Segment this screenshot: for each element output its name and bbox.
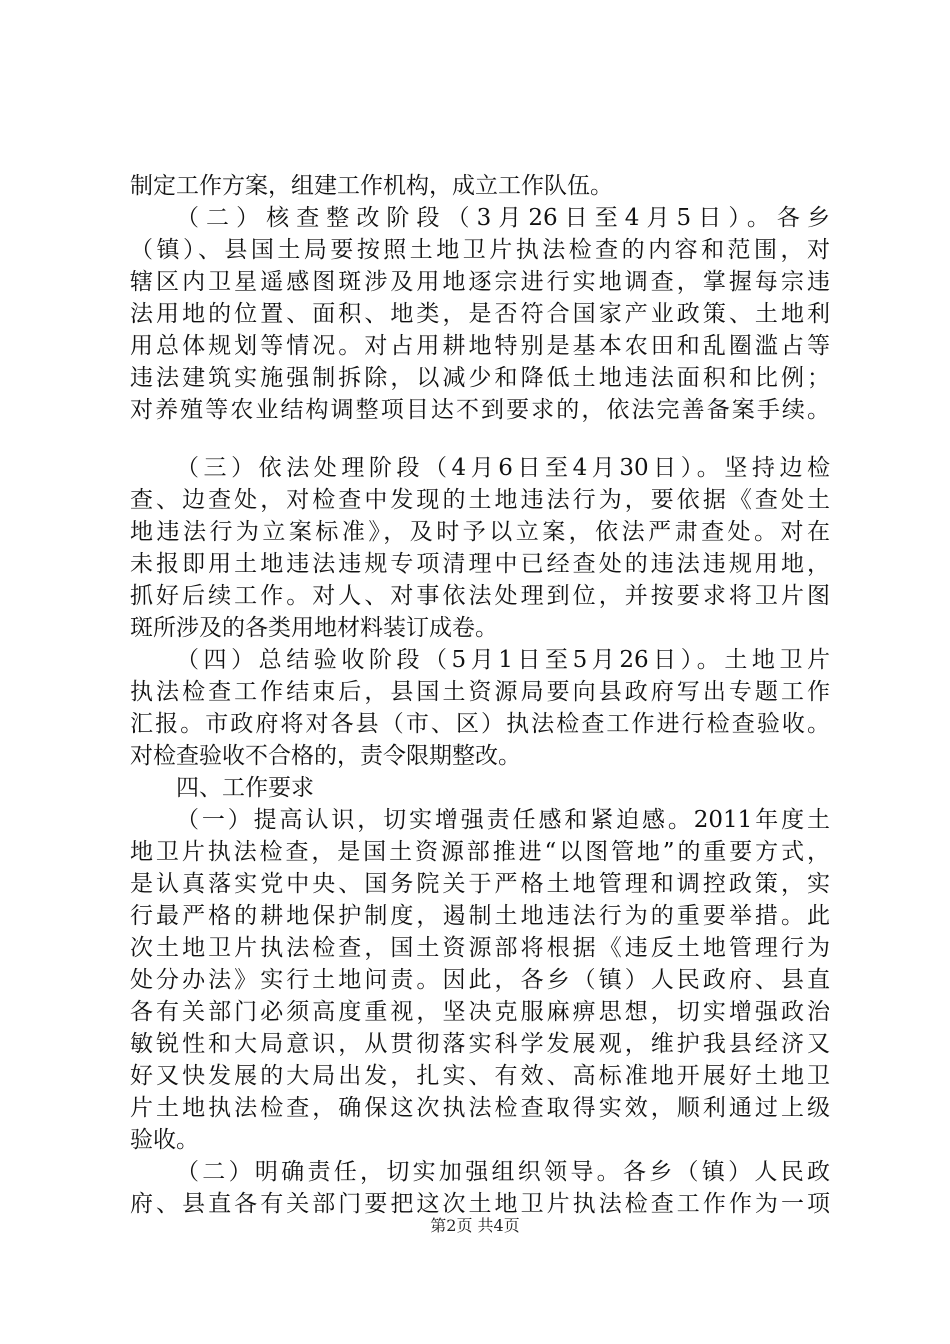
text-line: 违法建筑实施强制拆除，以减少和降低土地违法面积和比例； (130, 365, 830, 391)
text-line: 斑所涉及的各类用地材料装订成卷。 (130, 615, 498, 641)
text-line: 对养殖等农业结构调整项目达不到要求的，依法完善备案手续。 (130, 397, 830, 423)
text-line: 行最严格的耕地保护制度，遏制土地违法行为的重要举措。此 (130, 903, 830, 929)
text-line: （四）总结验收阶段（5月1日至5月26日）。土地卫片 (176, 647, 830, 673)
section-heading: 四、工作要求 (176, 775, 314, 801)
text-line: 验收。 (130, 1127, 199, 1153)
text-line: （镇）、县国土局要按照土地卫片执法检查的内容和范围，对 (130, 237, 830, 263)
text-line: （三）依法处理阶段（4月6日至4月30日）。坚持边检 (176, 455, 830, 481)
text-line: 敏锐性和大局意识，从贯彻落实科学发展观，维护我县经济又 (130, 1031, 830, 1057)
text-line: 汇报。市政府将对各县（市、区）执法检查工作进行检查验收。 (130, 711, 830, 737)
text-line: 处分办法》实行土地问责。因此，各乡（镇）人民政府、县直 (130, 967, 830, 993)
page-number-footer: 第2页 共4页 (430, 1216, 520, 1235)
text-line: 制定工作方案，组建工作机构，成立工作队伍。 (130, 173, 613, 199)
text-line: 未报即用土地违法违规专项清理中已经查处的违法违规用地， (130, 551, 830, 577)
text-line: 好又快发展的大局出发，扎实、有效、高标准地开展好土地卫 (130, 1063, 830, 1089)
text-line: 府、县直各有关部门要把这次土地卫片执法检查工作作为一项 (130, 1191, 830, 1217)
text-line: 是认真落实党中央、国务院关于严格土地管理和调控政策，实 (130, 871, 830, 897)
text-line: 查、边查处，对检查中发现的土地违法行为，要依据《查处土 (130, 487, 830, 513)
text-line: 各有关部门必须高度重视，坚决克服麻痹思想，切实增强政治 (130, 999, 830, 1025)
text-line: （一）提高认识，切实增强责任感和紧迫感。2011年度土 (176, 807, 830, 833)
text-line: （二）核查整改阶段（3月26日至4月5日）。各乡 (176, 205, 830, 231)
text-line: 地卫片执法检查，是国土资源部推进“以图管地”的重要方式， (130, 839, 830, 865)
text-line: 次土地卫片执法检查，国土资源部将根据《违反土地管理行为 (130, 935, 830, 961)
text-line: 片土地执法检查，确保这次执法检查取得实效，顺利通过上级 (130, 1095, 830, 1121)
text-line: 法用地的位置、面积、地类，是否符合国家产业政策、土地利 (130, 301, 830, 327)
text-line: 执法检查工作结束后，县国土资源局要向县政府写出专题工作 (130, 679, 830, 705)
text-line: 用总体规划等情况。对占用耕地特别是基本农田和乱圈滥占等 (130, 333, 830, 359)
text-line: 地违法行为立案标准》，及时予以立案，依法严肃查处。对在 (130, 519, 830, 545)
text-line: （二）明确责任，切实加强组织领导。各乡（镇）人民政 (176, 1159, 830, 1185)
text-line: 抓好后续工作。对人、对事依法处理到位，并按要求将卫片图 (130, 583, 830, 609)
text-line: 对检查验收不合格的，责令限期整改。 (130, 743, 521, 769)
text-line: 辖区内卫星遥感图斑涉及用地逐宗进行实地调查，掌握每宗违 (130, 269, 830, 295)
paragraph-gap (130, 426, 830, 452)
document-body (130, 170, 830, 1220)
